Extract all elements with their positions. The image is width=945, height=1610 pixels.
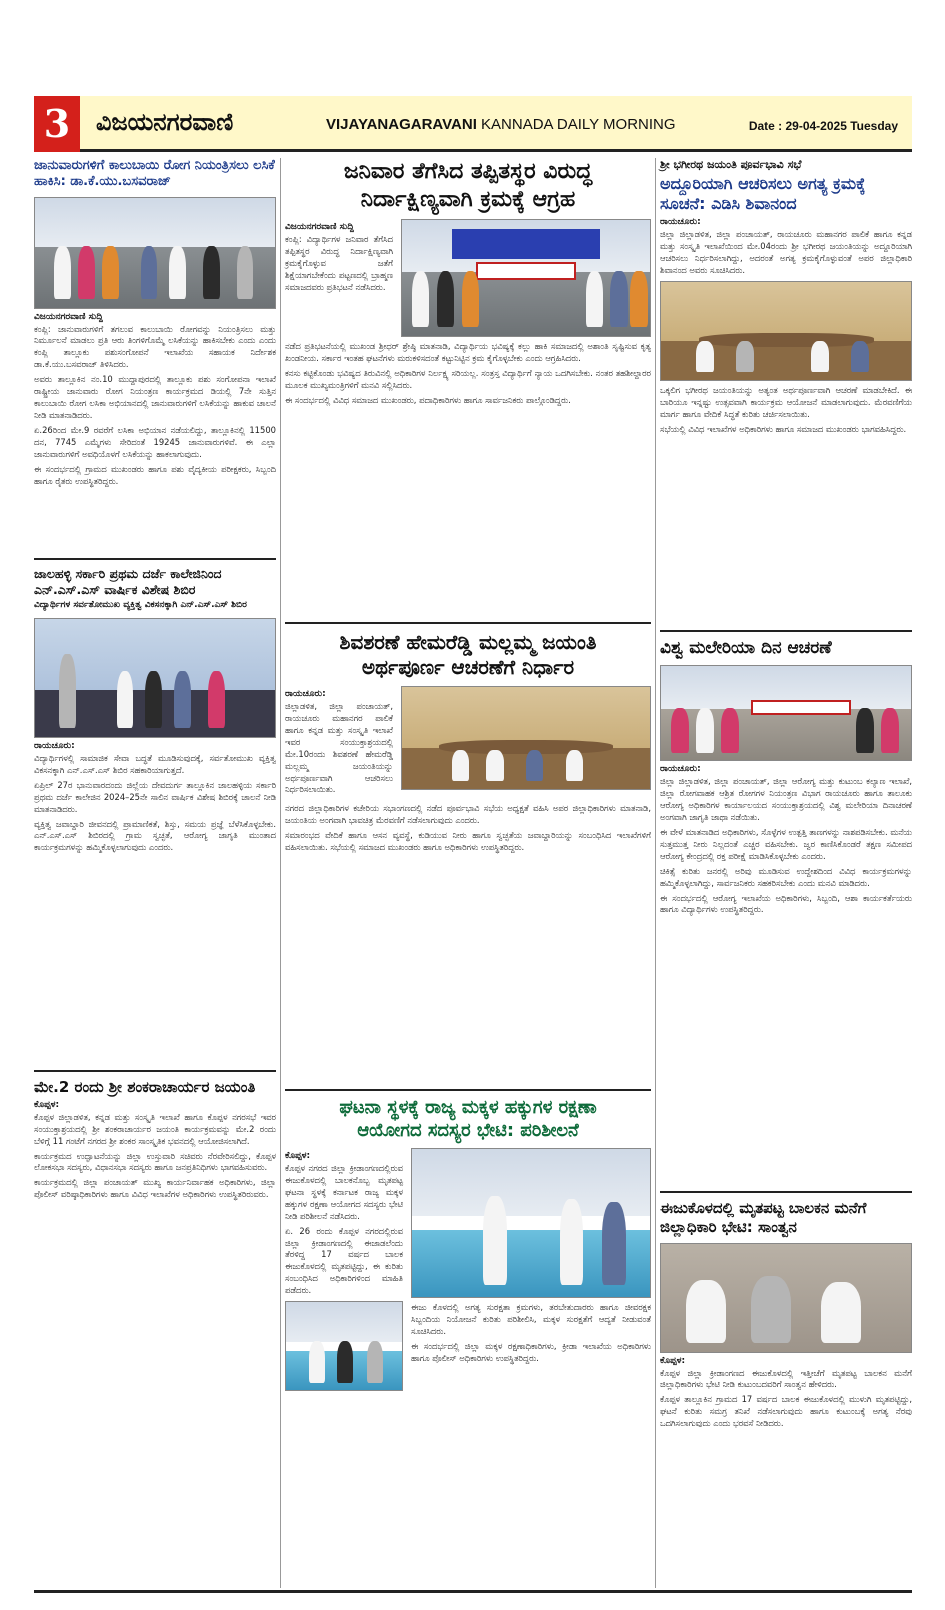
article-headline: ವಿಶ್ವ ಮಲೇರಿಯಾ ದಿನ ಆಚರಣೆ (660, 638, 832, 658)
paragraph: ನಡೆದ ಪ್ರತಿಭಟನೆಯಲ್ಲಿ ಮುಖಂಡ ಶ್ರೀಧರ್ ಶ್ರೇಷ್ಠಿ ಮಾತನಾಡಿ, ವಿದ್ಯಾರ್ಥಿಯ ಭವಿಷ್ಯಕ್ಕೆ ಕಲ್ಲು ಹಾಕಿ ಸಮಾಜದಲ್ಲಿ ಅಶಾಂತಿ ಸೃಷ್ಟಿಸುವ ಕೃತ್ಯ ಖಂಡನೀಯ. ಸರ್ಕಾರ ಇಂತಹ ಘಟನೆಗಳು ಮರುಕಳಿಸದಂತೆ ಕಟ್ಟುನಿಟ್ಟಿನ ಕ್ರಮ ಕೈಗೊಳ್ಳಬೇಕು ಎಂದು ಆಗ್ರಹಿಸಿದರು. (285, 341, 651, 363)
paragraph: ಜಿಲ್ಲಾ ಜಿಲ್ಲಾಡಳಿತ, ಜಿಲ್ಲಾ ಪಂಚಾಯತ್, ರಾಯಚೂರು ಮಹಾನಗರ ಪಾಲಿಕೆ ಹಾಗೂ ಕನ್ನಡ ಮತ್ತು ಸಂಸ್ಕೃತಿ ಇಲಾಖೆಯಿಂದ ಮೇ.04ರಂದು ಶ್ರೀ ಭಗೀರಥ ಜಯಂತಿಯನ್ನು ಅದ್ದೂರಿಯಾಗಿ ಆಚರಿಸಲು ನಿರ್ಧರಿಸಲಾಗಿದ್ದು, ಅದರಂತೆ ಅಗತ್ಯ ಕ್ರಮಕೈಗೊಳ್ಳುವಂತೆ ಅಪರ ಜಿಲ್ಲಾಧಿಕಾರಿ ಶಿವಾನಂದ ಅವರು ಸೂಚಿಸಿದರು. (660, 229, 912, 276)
article-body (285, 1163, 403, 1297)
section-divider (34, 1070, 276, 1072)
paragraph: ಸಮಾರಂಭದ ವೇದಿಕೆ ಹಾಗೂ ಆಸನ ವ್ಯವಸ್ಥೆ, ಕುಡಿಯುವ ನೀರು ಹಾಗೂ ಸ್ವಚ್ಛತೆಯ ಜವಾಬ್ದಾರಿಯನ್ನು ಸಂಬಂಧಿಸಿದ ಇಲಾಖೆಗಳಿಗೆ ವಹಿಸಲಾಯಿತು. ಸಭೆಯಲ್ಲಿ ಸಮಾಜದ ಮುಖಂಡರು ಹಾಗೂ ಅಧಿಕಾರಿಗಳು ಉಪಸ್ಥಿತರಿದ್ದರು. (285, 830, 651, 853)
article-janivara-protest (285, 158, 651, 618)
paragraph: ಚಿಕಿತ್ಸೆ ಕುರಿತು ಜನರಲ್ಲಿ ಅರಿವು ಮೂಡಿಸುವ ಉದ್ದೇಶದಿಂದ ವಿವಿಧ ಕಾರ್ಯಕ್ರಮಗಳನ್ನು ಹಮ್ಮಿಕೊಳ್ಳಲಾಗಿದ್ದು, ಸಾರ್ವಜನಿಕರು ಸಹಕರಿಸಬೇಕು ಎಂದು ಮನವಿ ಮಾಡಿದರು. (660, 865, 912, 888)
article-dateline: ರಾಯಚೂರು: (660, 217, 701, 228)
article-layout (285, 686, 651, 799)
column-divider (655, 158, 656, 1588)
article-body (34, 1112, 276, 1201)
meeting-hall-photo (401, 686, 651, 790)
bhagiratha-meeting-photo (660, 281, 912, 381)
paragraph: ಈ ವೇಳೆ ಮಾತನಾಡಿದ ಅಧಿಕಾರಿಗಳು, ಸೊಳ್ಳೆಗಳ ಉತ್ಪತ್ತಿ ತಾಣಗಳನ್ನು ನಾಶಪಡಿಸಬೇಕು. ಮನೆಯ ಸುತ್ತಮುತ್ತ ನೀರು ನಿಲ್ಲದಂತೆ ಎಚ್ಚರ ವಹಿಸಬೇಕು. ಜ್ವರ ಕಾಣಿಸಿಕೊಂಡರೆ ತಕ್ಷಣ ಸಮೀಪದ ಆರೋಗ್ಯ ಕೇಂದ್ರದಲ್ಲಿ ರಕ್ತ ಪರೀಕ್ಷೆ ಮಾಡಿಸಿಕೊಳ್ಳಬೇಕು ಎಂದರು. (660, 826, 912, 861)
article-headline-line2: ಅರ್ಥಪೂರ್ಣ ಆಚರಣೆಗೆ ನಿರ್ಧಾರ (361, 655, 575, 679)
paragraph: ಏಪ್ರಿಲ್ 27ರ ಭಾನುವಾರದಂದು ಜಿಲ್ಲೆಯ ದೇವದುರ್ಗ ತಾಲ್ಲೂಕಿನ ಜಾಲಹಳ್ಳಿಯ ಸರ್ಕಾರಿ ಪ್ರಥಮ ದರ್ಜೆ ಕಾಲೇಜಿನ 2024–25ನೇ ಸಾಲಿನ ವಾರ್ಷಿಕ ವಿಶೇಷ ಶಿಬಿರಕ್ಕೆ ಚಾಲನೆ ನೀಡಿ ಮಾತನಾಡಿದರು. (34, 779, 276, 814)
paragraph: ಸಭೆಯಲ್ಲಿ ವಿವಿಧ ಇಲಾಖೆಗಳ ಅಧಿಕಾರಿಗಳು ಹಾಗೂ ಸಮಾಜದ ಮುಖಂಡರು ಭಾಗವಹಿಸಿದ್ದರು. (660, 423, 907, 434)
paragraph: ಈ ಸಂದರ್ಭದಲ್ಲಿ ಜಿಲ್ಲಾ ಮಕ್ಕಳ ರಕ್ಷಣಾಧಿಕಾರಿಗಳು, ಕ್ರೀಡಾ ಇಲಾಖೆಯ ಅಧಿಕಾರಿಗಳು ಹಾಗೂ ಪೊಲೀಸ್ ಅಧಿಕಾರಿಗಳು ಉಪಸ್ಥಿತರಿದ್ದರು. (411, 1340, 651, 1363)
article-text-left (285, 686, 393, 799)
article-headline-line1: ಘಟನಾ ಸ್ಥಳಕ್ಕೆ ರಾಜ್ಯ ಮಕ್ಕಳ ಹಕ್ಕುಗಳ ರಕ್ಷಣಾ (339, 1097, 597, 1118)
article-headline-line1: ಶಿವಶರಣೆ ಹೇಮರೆಡ್ಡಿ ಮಲ್ಲಮ್ಮ ಜಯಂತಿ (339, 630, 597, 654)
article-subheadline: ವಿದ್ಯಾರ್ಥಿಗಳ ಸರ್ವತೋಮುಖ ವ್ಯಕ್ತಿತ್ವ ವಿಕಸನಕ್ಕಾಗಿ ಎನ್.ಎಸ್.ಎಸ್ ಶಿಬಿರ (34, 600, 247, 611)
article-dateline: ರಾಯಚೂರು: (34, 740, 75, 751)
paragraph: ಏ.26ರಿಂದ ಮೇ.9 ರವರೆಗೆ ಲಸಿಕಾ ಅಭಿಯಾನ ನಡೆಯಲಿದ್ದು, ತಾಲ್ಲೂಕಿನಲ್ಲಿ 11500 ದನ, 7745 ಎಮ್ಮೆಗಳು ಸೇರಿದಂತೆ 19245 ಜಾನುವಾರುಗಳಿವೆ. ಈ ಎಲ್ಲಾ ಜಾನುವಾರುಗಳಿಗೆ ಅವಧಿಯೊಳಗೆ ಲಸಿಕೆಯನ್ನು ಹಾಕಲಾಗುವುದು. (34, 424, 276, 459)
article-kicker: ಶ್ರೀ ಭಗೀರಥ ಜಯಂತಿ ಪೂರ್ವಭಾವಿ ಸಭೆ (660, 158, 802, 171)
article-dateline: ಕೊಪ್ಪಳ: (660, 1355, 686, 1366)
section-divider (285, 622, 651, 624)
article-body (285, 701, 393, 796)
condolence-visit-photo (660, 1243, 912, 1353)
title-english-bold: VIJAYANAGARAVANI (326, 116, 477, 133)
column-divider (280, 158, 281, 1588)
article-headline: ಜಾಲಹಳ್ಳಿ ಸರ್ಕಾರಿ ಪ್ರಥಮ ದರ್ಜೆ ಕಾಲೇಜಿನಿಂದ ಎನ್.ಎಸ್.ಎಸ್ ವಾರ್ಷಿಕ ವಿಶೇಷ ಶಿಬಿರ (34, 566, 222, 597)
article-shankaracharya-jayanti (34, 1078, 276, 1578)
article-body (660, 229, 912, 277)
paragraph: ಈ ಸಂದರ್ಭದಲ್ಲಿ ವಿವಿಧ ಸಮಾಜದ ಮುಖಂಡರು, ಪದಾಧಿಕಾರಿಗಳು ಹಾಗೂ ಸಾರ್ವಜನಿಕರು ಪಾಲ್ಗೊಂಡಿದ್ದರು. (285, 394, 571, 405)
article-nss-camp (34, 566, 276, 1066)
paragraph: ನಗರದ ಜಿಲ್ಲಾಧಿಕಾರಿಗಳ ಕಚೇರಿಯ ಸಭಾಂಗಣದಲ್ಲಿ ನಡೆದ ಪೂರ್ವಭಾವಿ ಸಭೆಯ ಅಧ್ಯಕ್ಷತೆ ವಹಿಸಿ ಅಪರ ಜಿಲ್ಲಾಧಿಕಾರಿಗಳು ಮಾತನಾಡಿ, ಜಯಂತಿಯ ಅಂಗವಾಗಿ ಭಾವಚಿತ್ರ ಮೆರವಣಿಗೆ ನಡೆಸಲಾಗುವುದು ಎಂದರು. (285, 803, 651, 826)
article-body (285, 803, 651, 854)
pool-inspection-photo (285, 1301, 403, 1391)
paragraph: ಏ. 26 ರಂದು ಕೊಪ್ಪಳ ನಗರದಲ್ಲಿರುವ ಜಿಲ್ಲಾ ಕ್ರೀಡಾಂಗಣದಲ್ಲಿ ಈಜಾಡಲೆಂದು ತೆರಳಿದ್ದ 17 ವರ್ಷದ ಬಾಲಕ ಈಜುಕೊಳದಲ್ಲಿ ಮೃತಪಟ್ಟಿದ್ದು, ಈ ಕುರಿತು ಸಂಬಂಧಿಸಿದ ಅಧಿಕಾರಿಗಳಿಂದ ಮಾಹಿತಿ ಪಡೆದರು. (285, 1225, 403, 1296)
paragraph: ವ್ಯಕ್ತಿತ್ವ ಜವಾಬ್ದಾರಿ ಜೀವನದಲ್ಲಿ ಪ್ರಾಮಾಣಿಕತೆ, ಶಿಸ್ತು, ಸಮಯ ಪ್ರಜ್ಞೆ ಬೆಳೆಸಿಕೊಳ್ಳಬೇಕು. ಎನ್.ಎಸ್.ಎಸ್ ಶಿಬಿರದಲ್ಲಿ ಗ್ರಾಮ ಸ್ವಚ್ಛತೆ, ಆರೋಗ್ಯ ಜಾಗೃತಿ ಮುಂತಾದ ಕಾರ್ಯಕ್ರಮಗಳನ್ನು ಹಮ್ಮಿಕೊಳ್ಳಲಾಗುವುದು ಎಂದರು. (34, 818, 276, 853)
article-dateline: ಕೊಪ್ಪಳ: (285, 1151, 311, 1161)
article-dateline: ರಾಯಚೂರು: (660, 764, 701, 775)
paragraph: ಕೊಪ್ಪಳ ನಗರದ ಜಿಲ್ಲಾ ಕ್ರೀಡಾಂಗಣದಲ್ಲಿರುವ ಈಜುಕೊಳದಲ್ಲಿ ಬಾಲಕನೊಬ್ಬ ಮೃತಪಟ್ಟ ಘಟನಾ ಸ್ಥಳಕ್ಕೆ ಕರ್ನಾಟಕ ರಾಜ್ಯ ಮಕ್ಕಳ ಹಕ್ಕುಗಳ ರಕ್ಷಣಾ ಆಯೋಗದ ಸದಸ್ಯರು ಭೇಟಿ ನೀಡಿ ಪರಿಶೀಲನೆ ನಡೆಸಿದರು. (285, 1163, 403, 1221)
article-bhagiratha-jayanti (660, 158, 912, 623)
paragraph: ಕನಸು ಕಟ್ಟಿಕೊಂಡು ಭವಿಷ್ಯದ ತಿರುವಿನಲ್ಲಿ ಅಧಿಕಾರಿಗಳ ನಿರ್ಲಕ್ಷ್ಯ ಸರಿಯಲ್ಲ. ಸಂತ್ರಸ್ತ ವಿದ್ಯಾರ್ಥಿಗೆ ನ್ಯಾಯ ಒದಗಿಸಬೇಕು. ನಂತರ ತಹಶೀಲ್ದಾರರ ಮೂಲಕ ಮುಖ್ಯಮಂತ್ರಿಗಳಿಗೆ ಮನವಿ ಸಲ್ಲಿಸಿದರು. (285, 367, 651, 390)
article-headline: ಈಜುಕೊಳದಲ್ಲಿ ಮೃತಪಟ್ಟ ಬಾಲಕನ ಮನೆಗೆ ಜಿಲ್ಲಾಧಿಕಾರಿ ಭೇಟಿ: ಸಾಂತ್ವನ (660, 1199, 867, 1236)
article-condolence-visit (660, 1199, 912, 1579)
article-text-right (411, 1148, 651, 1391)
nss-camp-photo (34, 618, 276, 738)
paragraph: ಜಿಲ್ಲಾ ಜಿಲ್ಲಾಡಳಿತ, ಜಿಲ್ಲಾ ಪಂಚಾಯತ್, ಜಿಲ್ಲಾ ಆರೋಗ್ಯ ಮತ್ತು ಕುಟುಂಬ ಕಲ್ಯಾಣ ಇಲಾಖೆ, ಜಿಲ್ಲಾ ರೋಗವಾಹಕ ಆಶ್ರಿತ ರೋಗಗಳ ನಿಯಂತ್ರಣ ವಿಭಾಗ ರಾಯಚೂರು ಹಾಗೂ ತಾಲೂಕು ಆರೋಗ್ಯ ಅಧಿಕಾರಿಗಳ ಕಾರ್ಯಾಲಯದ ಸಂಯುಕ್ತಾಶ್ರಯದಲ್ಲಿ ವಿಶ್ವ ಮಲೇರಿಯಾ ದಿನಾಚರಣೆ ಅಂಗವಾಗಿ ಜಾಗೃತಿ ಜಾಥಾ ನಡೆಯಿತು. (660, 776, 912, 823)
paragraph: ಕಾರ್ಯಕ್ರಮದ ಉದ್ಘಾಟನೆಯನ್ನು ಜಿಲ್ಲಾ ಉಸ್ತುವಾರಿ ಸಚಿವರು ನೆರವೇರಿಸಲಿದ್ದು, ಕೊಪ್ಪಳ ಲೋಕಸಭಾ ಸದಸ್ಯರು, ವಿಧಾನಸಭಾ ಸದಸ್ಯರು ಹಾಗೂ ಜನಪ್ರತಿನಿಧಿಗಳು ಭಾಗವಹಿಸುವರು. (34, 1150, 276, 1173)
page-number: 3 (34, 96, 80, 152)
article-dateline: ವಿಜಯನಗರವಾಣಿ ಸುದ್ದಿ (285, 222, 354, 232)
article-layout (285, 1148, 651, 1391)
article-body (660, 776, 912, 916)
paragraph: ಅವರು ತಾಲ್ಲೂಕಿನ ನಂ.10 ಮುದ್ದಾಪುರದಲ್ಲಿ ತಾಲ್ಲೂಕು ಪಶು ಸಂಗೋಪನಾ ಇಲಾಖೆ ರಾಷ್ಟ್ರೀಯ ಜಾನುವಾರು ರೋಗ ನಿಯಂತ್ರಣ ಕಾರ್ಯಕ್ರಮದ ಡಿಯಲ್ಲಿ 7ನೇ ಸುತ್ತಿನ ಕಾಲುಬಾಯಿ ರೋಗ ಲಸಿಕಾ ಅಭಿಯಾನದಲ್ಲಿ ಜಾನುವಾರುಗಳಿಗೆ ಲಸಿಕೆಯನ್ನು ಹಾಕುವ ಚಾಲನೆ ನೀಡಿ ಮಾತನಾಡಿದರು. (34, 374, 276, 420)
article-world-malaria-day (660, 638, 912, 1083)
section-divider (660, 1191, 912, 1193)
article-body (660, 1368, 912, 1431)
title-english-rest: KANNADA DAILY MORNING (476, 116, 676, 133)
article-dateline: ರಾಯಚೂರು: (285, 689, 326, 699)
issue-date: Date : 29-04-2025 Tuesday (748, 119, 898, 133)
article-body (660, 385, 912, 436)
paragraph: ಈ ಸಂದರ್ಭದಲ್ಲಿ ಆರೋಗ್ಯ ಇಲಾಖೆಯ ಅಧಿಕಾರಿಗಳು, ಸಿಬ್ಬಂದಿ, ಆಶಾ ಕಾರ್ಯಕರ್ತೆಯರು ಹಾಗೂ ವಿದ್ಯಾರ್ಥಿಗಳು ಉಪಸ್ಥಿತರಿದ್ದರು. (660, 892, 912, 915)
paragraph: ಕೊಪ್ಪಳ ಜಿಲ್ಲಾಡಳಿತ, ಕನ್ನಡ ಮತ್ತು ಸಂಸ್ಕೃತಿ ಇಲಾಖೆ ಹಾಗೂ ಕೊಪ್ಪಳ ನಗರಸಭೆ ಇವರ ಸಂಯುಕ್ತಾಶ್ರಯದಲ್ಲಿ ಶ್ರೀ ಶಂಕರಾಚಾರ್ಯರ ಜಯಂತಿ ಕಾರ್ಯಕ್ರಮವನ್ನು ಮೇ.2 ರಂದು ಬೆಳಿಗ್ಗೆ 11 ಗಂಟೆಗೆ ನಗರದ ಶ್ರೀ ಶಂಕರ ಸಾಂಸ್ಕೃತಿಕ ಭವನದಲ್ಲಿ ಆಯೋಜಿಸಲಾಗಿದೆ. (34, 1111, 276, 1146)
paragraph: ಕಂಪ್ಲಿ: ಜಾನುವಾರುಗಳಿಗೆ ತಗಲುವ ಕಾಲುಬಾಯಿ ರೋಗವನ್ನು ನಿಯಂತ್ರಿಸಲು ಮತ್ತು ನಿರ್ಮೂಲನೆ ಮಾಡಲು ಪ್ರತಿ ಆರು ತಿಂಗಳಿಗೊಮ್ಮೆ ಲಸಿಕೆಯನ್ನು ಹಾಕಿಸಬೇಕು ಎಂದು ಎಂದು ಕಂಪ್ಲಿ ತಾಲ್ಲೂಕು ಪಶುಸಂಗೋಪನೆ ಇಲಾಖೆಯ ಸಹಾಯಕ ನಿರ್ದೇಶಕ ಡಾ.ಕೆ.ಯು.ಬಸವರಾಜ್ ತಿಳಿಸಿದರು. (34, 323, 276, 370)
article-text-left (285, 219, 393, 337)
paragraph: ಕಂಪ್ಲಿ: ವಿದ್ಯಾರ್ಥಿಗಳ ಜನಿವಾರ ತೆಗೆಸಿದ ತಪ್ಪಿತಸ್ಥರ ವಿರುದ್ಧ ನಿರ್ದಾಕ್ಷಿಣ್ಯವಾಗಿ ಕ್ರಮಕೈಗೊಳ್ಳುವ ಜತೆಗೆ ಶಿಕ್ಷೆಯಾಗಬೇಕೆಂದು ಪಟ್ಟಣದಲ್ಲಿ ಬ್ರಾಹ್ಮಣ ಸಮಾಜದವರು ಪ್ರತಿಭಟನೆ ನಡೆಸಿದರು. (285, 234, 393, 292)
paragraph: ಕೊಪ್ಪಳ ಜಿಲ್ಲಾ ಕ್ರೀಡಾಂಗಣದ ಈಜುಕೊಳದಲ್ಲಿ ಇತ್ತೀಚೆಗೆ ಮೃತಪಟ್ಟ ಬಾಲಕನ ಮನೆಗೆ ಜಿಲ್ಲಾಧಿಕಾರಿಗಳು ಭೇಟಿ ನೀಡಿ ಕುಟುಂಬದವರಿಗೆ ಸಾಂತ್ವನ ಹೇಳಿದರು. (660, 1367, 912, 1390)
newspaper-title-kannada: ವಿಜಯನಗರವಾಣಿ (96, 108, 234, 136)
article-body (411, 1302, 651, 1365)
section-divider (285, 1089, 651, 1091)
swimming-pool-visit-photo (411, 1148, 651, 1298)
article-text-left (285, 1148, 403, 1391)
article-headline: ಜಾನುವಾರುಗಳಿಗೆ ಕಾಲುಬಾಯಿ ರೋಗ ನಿಯಂತ್ರಿಸಲು ಲಸಿಕೆ ಹಾಕಿಸಿ: ಡಾ.ಕೆ.ಯು.ಬಸವರಾಜ್ (34, 158, 275, 190)
malaria-rally-photo (660, 665, 912, 761)
section-divider (34, 558, 276, 560)
article-headline-line2: ನಿರ್ದಾಕ್ಷಿಣ್ಯವಾಗಿ ಕ್ರಮಕ್ಕೆ ಆಗ್ರಹ (360, 186, 576, 212)
article-child-rights-visit (285, 1097, 651, 1587)
article-layout (285, 219, 651, 337)
article-body (285, 341, 651, 407)
cattle-vaccination-photo (34, 197, 276, 309)
article-cattle-vaccination (34, 158, 276, 553)
article-headline-line2: ಆಯೋಗದ ಸದಸ್ಯರ ಭೇಟಿ: ಪರಿಶೀಲನೆ (357, 1119, 579, 1141)
paragraph: ವಿದ್ಯಾರ್ಥಿಗಳಲ್ಲಿ ಸಾಮಾಜಿಕ ಸೇವಾ ಬದ್ಧತೆ ಮೂಡಿಸುವುದಕ್ಕೆ, ಸರ್ವತೋಮುಖ ವ್ಯಕ್ತಿತ್ವ ವಿಕಸನಕ್ಕಾಗಿ ಎನ್.ಎಸ್.ಎಸ್ ಶಿಬಿರ ಸಹಕಾರಿಯಾಗುತ್ತದೆ. (34, 752, 276, 775)
article-dateline: ಕೊಪ್ಪಳ: (34, 1099, 60, 1110)
article-body (285, 234, 393, 294)
paragraph: ಕೊಪ್ಪಳ ತಾಲ್ಲೂಕಿನ ಗ್ರಾಮದ 17 ವರ್ಷದ ಬಾಲಕ ಈಜುಕೊಳದಲ್ಲಿ ಮುಳುಗಿ ಮೃತಪಟ್ಟಿದ್ದು, ಘಟನೆ ಕುರಿತು ಸಮಗ್ರ ತನಿಖೆ ನಡೆಸಲಾಗುವುದು ಹಾಗೂ ಕುಟುಂಬಕ್ಕೆ ಅಗತ್ಯ ನೆರವು ಒದಗಿಸಲಾಗುವುದು ಎಂದು ಭರವಸೆ ನೀಡಿದರು. (660, 1394, 912, 1429)
page-bottom-rule (34, 1590, 912, 1593)
paragraph: ಕಾರ್ಯಕ್ರಮದಲ್ಲಿ ಜಿಲ್ಲಾ ಪಂಚಾಯತ್ ಮುಖ್ಯ ಕಾರ್ಯನಿರ್ವಾಹಕ ಅಧಿಕಾರಿಗಳು, ಜಿಲ್ಲಾ ಪೊಲೀಸ್ ವರಿಷ್ಠಾಧಿಕಾರಿಗಳು ಹಾಗೂ ವಿವಿಧ ಇಲಾಖೆಗಳ ಅಧಿಕಾರಿಗಳು ಉಪಸ್ಥಿತರಿರುವರು. (34, 1177, 276, 1200)
protest-photo (401, 219, 651, 337)
paragraph: ಜಿಲ್ಲಾಡಳಿತ, ಜಿಲ್ಲಾ ಪಂಚಾಯತ್, ರಾಯಚೂರು ಮಹಾನಗರ ಪಾಲಿಕೆ ಹಾಗೂ ಕನ್ನಡ ಮತ್ತು ಸಂಸ್ಕೃತಿ ಇಲಾಖೆ ಇವರ ಸಂಯುಕ್ತಾಶ್ರಯದಲ್ಲಿ ಮೇ.10ರಂದು ಶಿವಶರಣೆ ಹೇಮರೆಡ್ಡಿ ಮಲ್ಲಮ್ಮ ಜಯಂತಿಯನ್ನು ಅರ್ಥಪೂರ್ಣವಾಗಿ ಆಚರಿಸಲು ನಿರ್ಧರಿಸಲಾಯಿತು. (285, 701, 393, 795)
article-headline-line1: ಜನಿವಾರ ತೆಗೆಸಿದ ತಪ್ಪಿತಸ್ಥರ ವಿರುದ್ಧ (343, 159, 593, 184)
article-body (34, 753, 276, 854)
article-mallamma-jayanti (285, 630, 651, 1085)
paragraph: ಈ ಸಂದರ್ಭದಲ್ಲಿ ಗ್ರಾಮದ ಮುಖಂಡರು ಹಾಗೂ ಪಶು ವೈದ್ಯಕೀಯ ಪರೀಕ್ಷಕರು, ಸಿಬ್ಬಂದಿ ಹಾಗೂ ರೈತರು ಉಪಸ್ಥಿತರಿದ್ದರು. (34, 463, 276, 486)
article-dateline: ವಿಜಯನಗರವಾಣಿ ಸುದ್ದಿ (34, 311, 103, 322)
article-headline: ಅದ್ದೂರಿಯಾಗಿ ಆಚರಿಸಲು ಅಗತ್ಯ ಕ್ರಮಕ್ಕೆ ಸೂಚನೆ: ಎಡಿಸಿ ಶಿವಾನಂದ (660, 174, 866, 214)
newspaper-title-english (326, 116, 676, 133)
section-divider (660, 630, 912, 632)
masthead (34, 96, 912, 152)
paragraph: ಈಜು ಕೊಳದಲ್ಲಿ ಅಗತ್ಯ ಸುರಕ್ಷತಾ ಕ್ರಮಗಳು, ತರಬೇತುದಾರರು ಹಾಗೂ ಜೀವರಕ್ಷಕ ಸಿಬ್ಬಂದಿಯ ನಿಯೋಜನೆ ಕುರಿತು ಪರಿಶೀಲಿಸಿ, ಮಕ್ಕಳ ಸುರಕ್ಷತೆಗೆ ಆದ್ಯತೆ ನೀಡುವಂತೆ ಸೂಚಿಸಿದರು. (411, 1302, 651, 1336)
article-body (34, 324, 276, 488)
paragraph: ಒಕ್ಕಲಿಗ ಭಗೀರಥ ಜಯಂತಿಯನ್ನು ಅತ್ಯಂತ ಅರ್ಥಪೂರ್ಣವಾಗಿ ಆಚರಣೆ ಮಾಡಬೇಕಿದೆ. ಈ ಬಾರಿಯೂ ಇನ್ನಷ್ಟು ಉತ್ಸವವಾಗಿ ಕಾರ್ಯಕ್ರಮ ಆಯೋಜನೆ ಮಾಡಲಾಗುವುದು. ಮೆರವಣಿಗೆಯ ಮಾರ್ಗ ಹಾಗೂ ವೇದಿಕೆ ಸಿದ್ಧತೆ ಕುರಿತು ಚರ್ಚಿಸಲಾಯಿತು. (660, 384, 912, 419)
article-headline: ಮೇ.2 ರಂದು ಶ್ರೀ ಶಂಕರಾಚಾರ್ಯರ ಜಯಂತಿ (34, 1078, 256, 1096)
